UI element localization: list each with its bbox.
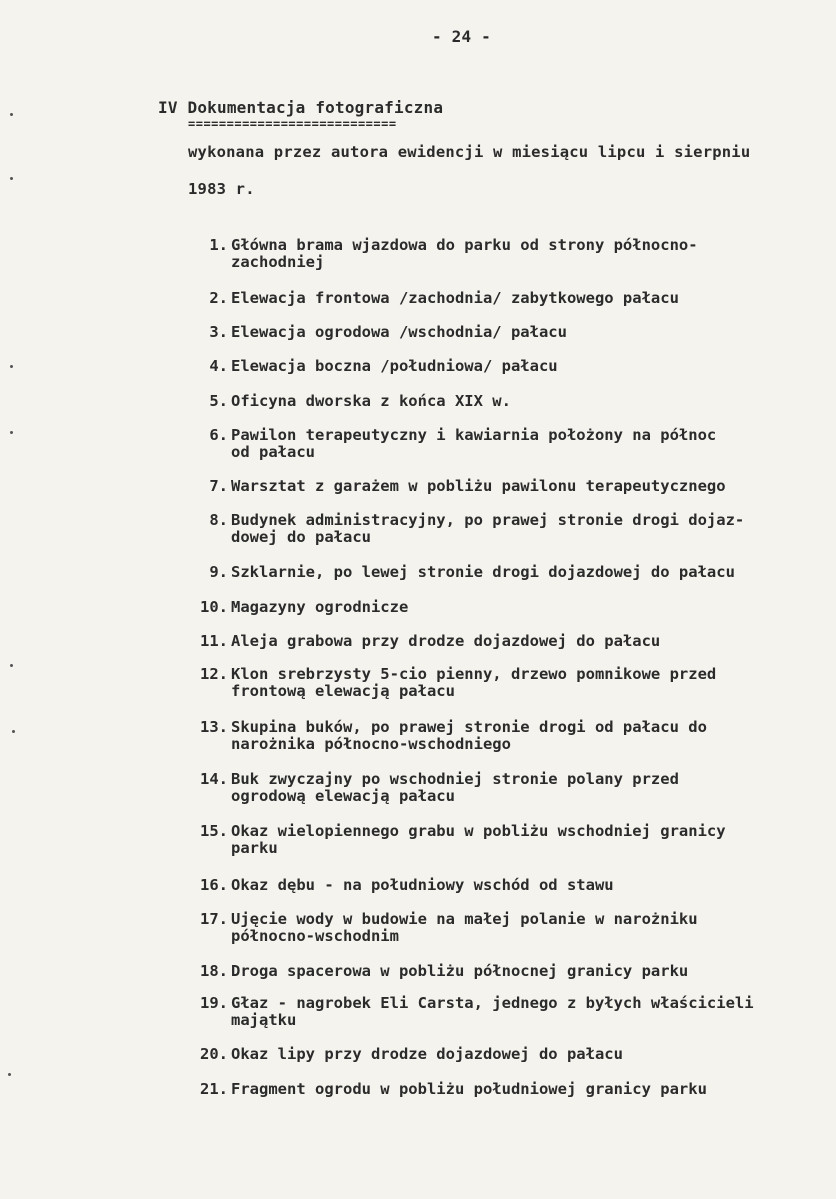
list-item-text: Szklarnie, po lewej stronie drogi dojazdowej do pałacu bbox=[231, 563, 735, 581]
list-item-text-continued: parku bbox=[231, 839, 278, 857]
list-item-text: Głaz - nagrobek Eli Carsta, jednego z byłych właścicieli bbox=[231, 994, 754, 1012]
list-item-number: 4. bbox=[209, 357, 228, 375]
list-item-number: 5. bbox=[209, 392, 228, 410]
list-item-text-continued: zachodniej bbox=[231, 253, 325, 271]
list-item-number: 15. bbox=[200, 822, 228, 840]
list-item-number: 20. bbox=[200, 1045, 228, 1063]
list-item-number: 8. bbox=[209, 511, 228, 529]
list-item-number: 6. bbox=[209, 426, 228, 444]
list-item-text: Klon srebrzysty 5-cio pienny, drzewo pomnikowe przed bbox=[231, 665, 717, 683]
list-item-text-continued: od pałacu bbox=[231, 443, 315, 461]
section-title: IV Dokumentacja fotograficzna bbox=[158, 98, 444, 117]
margin-speck bbox=[10, 431, 13, 434]
list-item-text: Droga spacerowa w pobliżu północnej granicy parku bbox=[231, 962, 689, 980]
list-item-number: 10. bbox=[200, 598, 228, 616]
list-item-text-continued: ogrodową elewacją pałacu bbox=[231, 787, 455, 805]
list-item-number: 19. bbox=[200, 994, 228, 1012]
list-item-text: Warsztat z garażem w pobliżu pawilonu terapeutycznego bbox=[231, 477, 726, 495]
list-item-number: 1. bbox=[209, 236, 228, 254]
list-item-text: Okaz wielopiennego grabu w pobliżu wschodniej granicy bbox=[231, 822, 726, 840]
list-item-text-continued: dowej do pałacu bbox=[231, 528, 371, 546]
section-underline: =========================== bbox=[188, 117, 397, 131]
list-item-text: Buk zwyczajny po wschodniej stronie polany przed bbox=[231, 770, 679, 788]
list-item-number: 2. bbox=[209, 289, 228, 307]
list-item-text: Pawilon terapeutyczny i kawiarnia położony na północ bbox=[231, 426, 717, 444]
margin-speck bbox=[10, 177, 13, 180]
list-item-number: 16. bbox=[200, 876, 228, 894]
list-item-text: Okaz dębu - na południowy wschód od stawu bbox=[231, 876, 614, 894]
list-item-text: Główna brama wjazdowa do parku od strony północno- bbox=[231, 236, 698, 254]
margin-speck bbox=[12, 730, 15, 733]
margin-speck bbox=[10, 365, 13, 368]
list-item-number: 18. bbox=[200, 962, 228, 980]
list-item-text: Okaz lipy przy drodze dojazdowej do pałacu bbox=[231, 1045, 623, 1063]
list-item-text: Oficyna dworska z końca XIX w. bbox=[231, 392, 511, 410]
intro-line-2: 1983 r. bbox=[188, 180, 255, 198]
list-item-text: Fragment ogrodu w pobliżu południowej granicy parku bbox=[231, 1080, 707, 1098]
margin-speck bbox=[10, 664, 13, 667]
list-item-text: Skupina buków, po prawej stronie drogi od pałacu do bbox=[231, 718, 707, 736]
margin-speck bbox=[8, 1073, 11, 1076]
list-item-text-continued: północno-wschodnim bbox=[231, 927, 399, 945]
list-item-text: Aleja grabowa przy drodze dojazdowej do pałacu bbox=[231, 632, 661, 650]
list-item-number: 9. bbox=[209, 563, 228, 581]
list-item-number: 13. bbox=[200, 718, 228, 736]
list-item-number: 11. bbox=[200, 632, 228, 650]
list-item-text: Elewacja ogrodowa /wschodnia/ pałacu bbox=[231, 323, 567, 341]
list-item-text: Elewacja frontowa /zachodnia/ zabytkowego pałacu bbox=[231, 289, 679, 307]
list-item-text-continued: narożnika północno-wschodniego bbox=[231, 735, 511, 753]
list-item-number: 12. bbox=[200, 665, 228, 683]
list-item-text-continued: majątku bbox=[231, 1011, 297, 1029]
list-item-number: 21. bbox=[200, 1080, 228, 1098]
intro-line-1: wykonana przez autora ewidencji w miesiącu lipcu i sierpniu bbox=[188, 143, 751, 161]
list-item-text: Ujęcie wody w budowie na małej polanie w narożniku bbox=[231, 910, 698, 928]
list-item-text: Budynek administracyjny, po prawej stronie drogi dojaz- bbox=[231, 511, 745, 529]
list-item-number: 17. bbox=[200, 910, 228, 928]
list-item-number: 3. bbox=[209, 323, 228, 341]
margin-speck bbox=[10, 113, 13, 116]
list-item-number: 7. bbox=[209, 477, 228, 495]
page-number: - 24 - bbox=[432, 27, 491, 46]
list-item-text-continued: frontową elewacją pałacu bbox=[231, 682, 455, 700]
list-item-text: Magazyny ogrodnicze bbox=[231, 598, 409, 616]
list-item-number: 14. bbox=[200, 770, 228, 788]
list-item-text: Elewacja boczna /południowa/ pałacu bbox=[231, 357, 558, 375]
